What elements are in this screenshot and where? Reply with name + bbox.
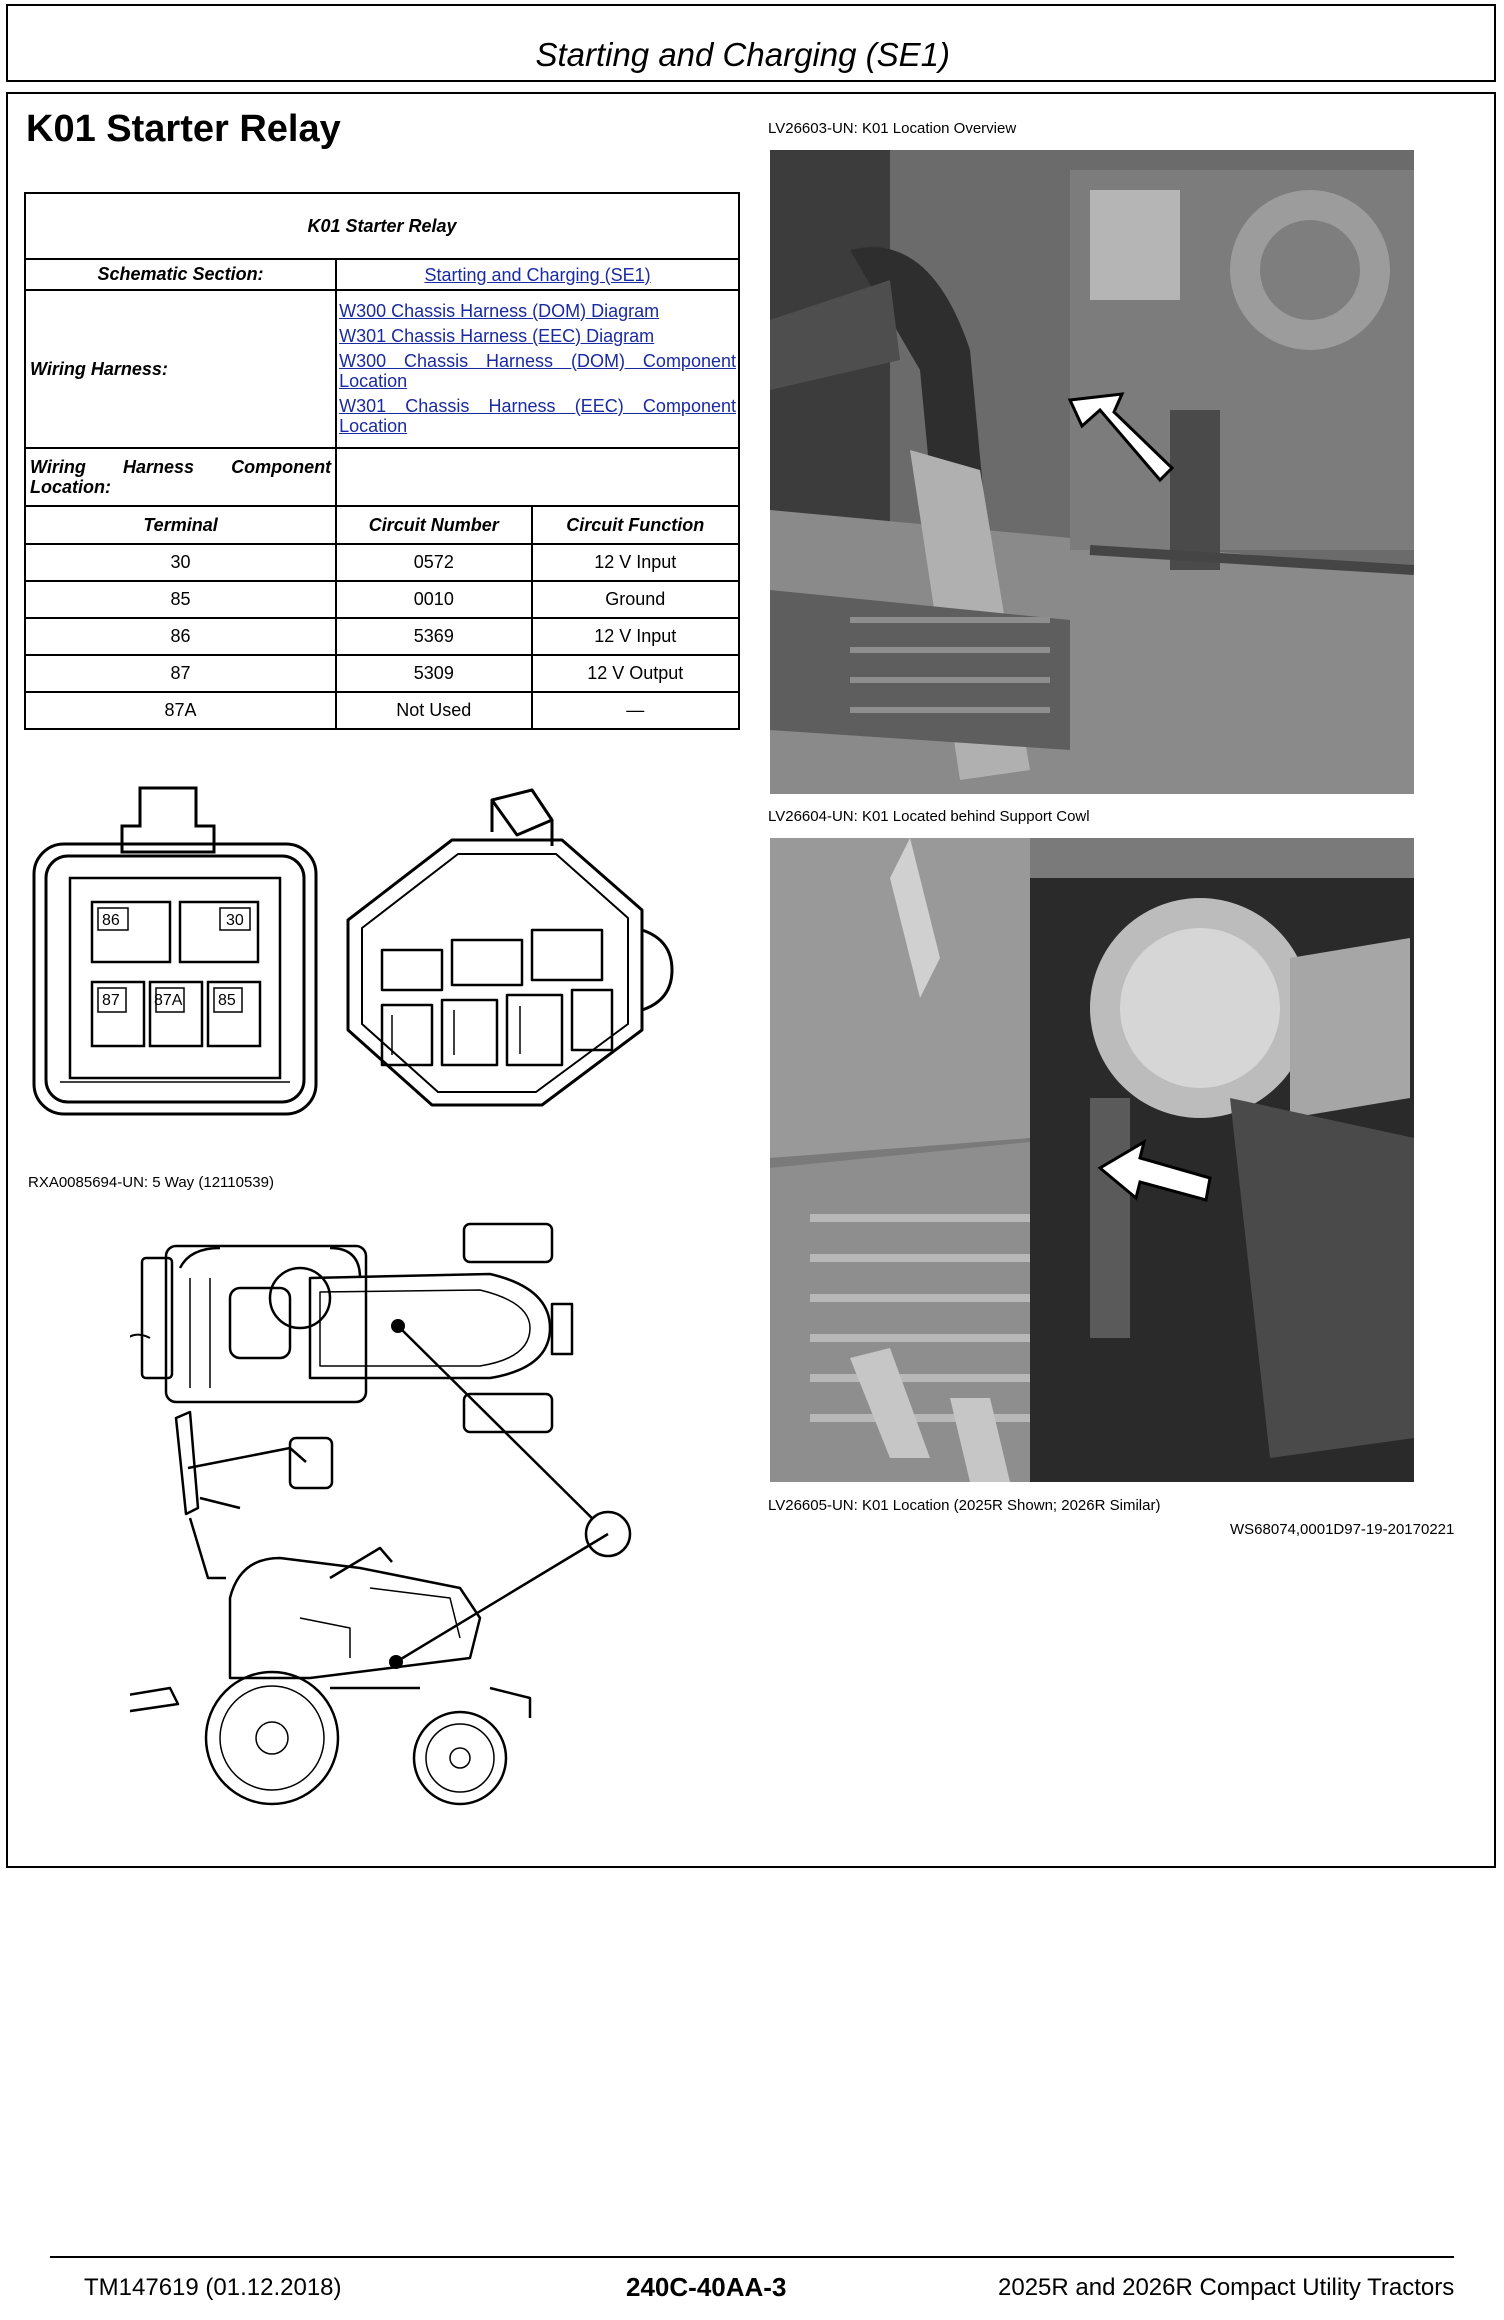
circuit-number-cell: 0010 [336, 581, 531, 618]
terminal-cell: 87 [25, 655, 336, 692]
cowl-photo [770, 838, 1414, 1482]
column-header-circuit-function: Circuit Function [532, 506, 739, 544]
column-header-terminal: Terminal [25, 506, 336, 544]
circuit-function-cell: — [532, 692, 739, 729]
circuit-number-cell: 5309 [336, 655, 531, 692]
w301-component-location-link[interactable]: W301 Chassis Harness (EEC) Component Location [339, 395, 736, 436]
connector-caption: RXA0085694-UN: 5 Way (12110539) [28, 1174, 274, 1191]
circuit-function-cell: 12 V Output [532, 655, 739, 692]
connector-face-diagram [30, 782, 320, 1122]
circuit-function-cell: 12 V Input [532, 544, 739, 581]
tractor-location-diagram [130, 1218, 650, 1830]
table-row [25, 581, 739, 618]
overview-photo [770, 150, 1414, 794]
footer-document-id: TM147619 (01.12.2018) [84, 2274, 342, 2301]
w301-diagram-link[interactable]: W301 Chassis Harness (EEC) Diagram [339, 325, 655, 346]
pin-label-86: 86 [102, 912, 120, 929]
footer-page-number: 240C-40AA-3 [626, 2272, 787, 2302]
terminal-cell: 87A [25, 692, 336, 729]
component-location-value [336, 448, 739, 506]
connector-isometric-diagram [342, 780, 682, 1110]
footer-product-name: 2025R and 2026R Compact Utility Tractors [998, 2274, 1455, 2301]
circuit-number-cell: 5369 [336, 618, 531, 655]
table-row [25, 618, 739, 655]
table-row [25, 692, 739, 729]
w300-component-location-link[interactable]: W300 Chassis Harness (DOM) Component Location [339, 350, 736, 391]
circuit-number-cell: Not Used [336, 692, 531, 729]
pin-label-87a: 87A [154, 992, 183, 1009]
circuit-function-cell: Ground [532, 581, 739, 618]
circuit-function-cell: 12 V Input [532, 618, 739, 655]
document-reference: WS68074,0001D97-19-20170221 [1230, 1521, 1455, 1538]
table-title: K01 Starter Relay [25, 193, 739, 259]
pin-label-87: 87 [102, 992, 120, 1009]
schematic-section-label: Schematic Section: [25, 259, 336, 290]
terminal-cell: 86 [25, 618, 336, 655]
relay-info-table [24, 192, 740, 730]
header-box [6, 4, 1496, 82]
page-heading: K01 Starter Relay [26, 108, 341, 150]
overview-photo-caption: LV26603-UN: K01 Location Overview [768, 120, 1017, 137]
table-row [25, 655, 739, 692]
component-location-label: Wiring Harness Component Location: [25, 448, 336, 506]
circuit-number-cell: 0572 [336, 544, 531, 581]
location-photo-caption: LV26605-UN: K01 Location (2025R Shown; 2026R Similar) [768, 1497, 1161, 1514]
terminal-cell: 85 [25, 581, 336, 618]
wiring-harness-label: Wiring Harness: [25, 290, 336, 448]
column-header-circuit-number: Circuit Number [336, 506, 531, 544]
footer-rule [50, 2256, 1454, 2258]
cowl-photo-caption: LV26604-UN: K01 Located behind Support Cowl [768, 808, 1090, 825]
schematic-section-link[interactable]: Starting and Charging (SE1) [424, 264, 651, 285]
w300-diagram-link[interactable]: W300 Chassis Harness (DOM) Diagram [339, 300, 660, 321]
table-row [25, 544, 739, 581]
pin-label-30: 30 [226, 912, 244, 929]
page-section-title: Starting and Charging (SE1) [535, 36, 950, 73]
terminal-cell: 30 [25, 544, 336, 581]
pin-label-85: 85 [218, 992, 236, 1009]
